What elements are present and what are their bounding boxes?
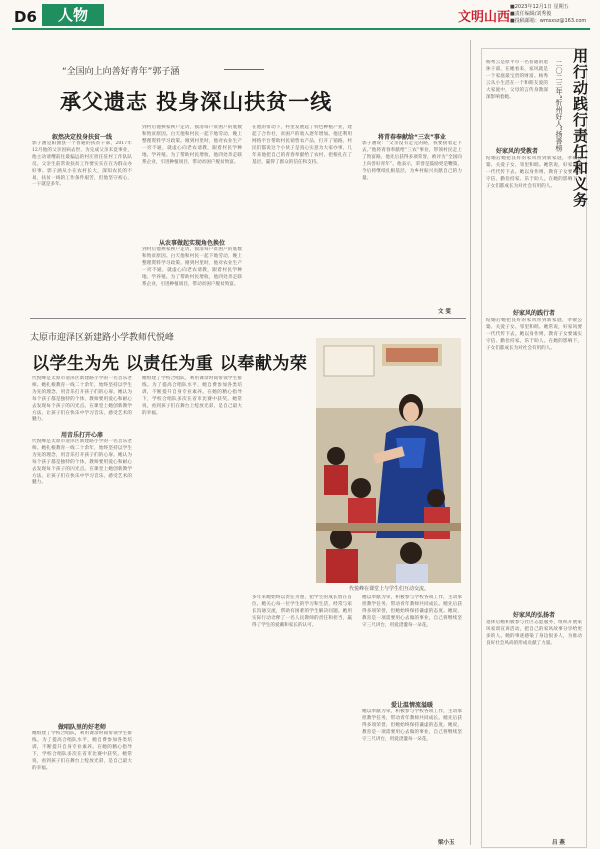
section-label: 人物 xyxy=(42,4,104,26)
sidebar-series-label: 二〇二三年“忻州好人”扬善榜 xyxy=(555,60,563,152)
sidebar-intro: 杨秀云是原平市一名普通的退休干部，在她看来，家风就是一个家庭最宝贵的财富。杨秀云从小生活在一个和睦友爱的大家庭中，父母的言传身教深深影响着她。 xyxy=(486,60,548,100)
sidebar-divider xyxy=(470,40,471,845)
classroom-photo xyxy=(316,338,461,583)
story2-author: 梁小玉 xyxy=(438,840,455,846)
story2-subhead-2: 做唱队里的好老师 xyxy=(57,724,106,731)
story1-column-3: 在他的带动下，村里发展起了特色种植产业，建起了合作社，贫困户的收入逐年增加。他还利用网络平台帮助村民销售农产品，打开了销路。村民们都说这个小伙子是真心实意为大家办事。几年来他把自己的青春奉献给了农村，把根扎在了基层，赢得了群众的信任和支持。 xyxy=(252,125,352,165)
story2-column-3: 多年来她始终以责任为重，把学生的成长放在首位。她关心每一位学生的学习和生活，经常与家长沟通交流，帮助有困难的学生解决问题。她用实际行动诠释了一名人民教师的责任和担当，赢得了学生的爱戴和家长的认可。 xyxy=(252,595,352,628)
story1-subhead-3: 将青春奉献给“三农”事业 xyxy=(378,134,446,141)
sidebar-text-1: 结婚后她把良好的家风带到新家庭，孝敬公婆、关爱子女、邻里和睦。她常说，好家风要一代代传下去。她以身作则，教育子女要诚实守信、勤俭持家、乐于助人。在她的影响下，子女们都成长为对社会有用的人。 xyxy=(486,156,582,189)
story2-column-4b: 她以奉献为荣，积极参与学校各项工作，主动承担教学任务，带动青年教师共同成长。她先后获得多项荣誉，但她始终保持谦虚的态度。她说，教育是一项需要用心去做的事业，自己将继续坚守三尺讲台，用爱浇灌每一朵花。 xyxy=(362,709,462,742)
sidebar-series-title: 用行动践行责任和义务 xyxy=(571,48,589,208)
story1-subhead-2: 从农事做起实现角色换位 xyxy=(158,240,225,247)
classroom-illustration xyxy=(316,338,461,583)
story2-kicker: 太原市迎泽区新建路小学教师代悦峰 xyxy=(30,333,175,343)
issue-meta xyxy=(510,4,596,25)
story2-column-1b: 代悦峰是太原市迎泽区新建路小学的一名音乐老师。她扎根教育一线二十余年，始终坚持以学生为先的理念，用音乐打开孩子们的心扉。她认为每个孩子都是独特的个体，教师要用爱心和耐心去发现每个孩子的闪光点。在课堂上她创新教学方法，让孩子们在快乐中学习音乐，感受艺术的魅力。 xyxy=(32,439,132,486)
story1-subhead-1: 叙然决定投身扶贫一线 xyxy=(51,134,112,141)
sidebar-text-3: 退休后她积极参与社区志愿服务，组织开展家风家训宣讲活动，把自己的家风故事分享给更多的人。她的事迹感染了身边很多人，为推动良好社会风尚的形成贡献了力量。 xyxy=(486,620,582,646)
sidebar-subhead-3: 好家风的弘扬者 xyxy=(512,612,555,619)
header-divider xyxy=(12,28,590,30)
sidebar-text-2: 结婚后她把良好的家风带到新家庭，孝敬公婆、关爱子女、邻里和睦。她常说，好家风要一代代传下去。她以身作则，教育子女要诚实守信、勤俭持家、乐于助人。在她的影响下，子女们都成长为对社会有用的人。 xyxy=(486,318,582,351)
story1-column-1: 郭子涵是阳曲县一个普通的扶贫干部，2017年12月他的父亲因病去世，为完成父亲未竟事业，他主动请缨前往最偏远的村庄担任驻村工作队队员。父亲生前常说扶贫工作要实实在在为群众办好事。郭子涵从小在农村长大，深知农民的不易，扶贫一线的工作条件艰苦，但他坚守初心，一干就是多年。 xyxy=(32,141,132,188)
story2-column-4: 她以奉献为荣，积极参与学校各项工作，主动承担教学任务，带动青年教师共同成长。她先后获得多项荣誉，但她始终保持谦虚的态度。她说，教育是一项需要用心去做的事业，自己将继续坚守三尺讲台，用爱浇灌每一朵花。 xyxy=(362,595,462,628)
story2-column-2: 她组建了学校合唱队，利用课余时间带领学生排练。为了提高合唱队水平，她自费参加各类培训，不断提升自身专业素养。在她的精心指导下，学校合唱队多次在省市比赛中获奖。她常说，看到孩子们在舞台上绽放光彩，是自己最大的幸福。 xyxy=(142,376,242,416)
story2-subhead-3: 爱让温情流溢暖 xyxy=(390,702,433,709)
story2-column-1: 代悦峰是太原市迎泽区新建路小学的一名音乐老师。她扎根教育一线二十余年，始终坚持以学生为先的理念，用音乐打开孩子们的心扉。她认为每个孩子都是独特的个体，教师要用爱心和耐心去发现每个孩子的闪光点。在课堂上她创新教学方法，让孩子们在快乐中学习音乐，感受艺术的魅力。 xyxy=(32,376,132,423)
newspaper-logo: 文明山西 xyxy=(458,10,511,25)
photo-caption: 代悦峰在课堂上与学生们互动交流。 xyxy=(348,586,429,592)
story2-headline: 以学生为先 以责任为重 以奉献为荣 xyxy=(32,354,308,374)
story1-column-2: 到村后他挨家挨户走访，摸清每户贫困户的底数和致贫原因。白天他和村民一起下地劳动，晚上整理资料学习政策。刚到村里时，他对农业生产一窍不通，就虚心向老农请教，跟着村民学种地、学养殖。为了帮助村民增收，他四处奔走联系企业，引进种植项目，带动贫困户脱贫致富。 xyxy=(142,125,242,165)
sidebar-author: 吕 燕 xyxy=(552,840,565,846)
story1-column-4: 郭子涵说：“父亲没有走完的路，我要接着走下去。”他将青春奉献给“三农”事业，带领村民走上了致富路。他先后获得多项荣誉，被评为“全国向上向善好青年”。他表示，荣誉是鼓励更是鞭策，今后将继续扎根基层，为乡村振兴贡献自己的力量。 xyxy=(362,141,462,181)
issue-date: ■2023年12月1日 星期五 xyxy=(510,4,569,10)
story-divider xyxy=(30,318,466,319)
sidebar-subhead-1: 好家风的受教者 xyxy=(495,148,538,155)
story2-subhead-1: 用音乐打开心扉 xyxy=(60,432,103,439)
issue-email: ■投稿邮箱：wmsxsz@163.com xyxy=(510,18,587,24)
story2-column-1c: 她组建了学校合唱队，利用课余时间带领学生排练。为了提高合唱队水平，她自费参加各类培训，不断提升自身专业素养。在她的精心指导下，学校合唱队多次在省市比赛中获奖。她常说，看到孩子们在舞台上绽放光彩，是自己最大的幸福。 xyxy=(32,731,132,771)
story1-kicker-rule xyxy=(224,69,264,70)
issue-editor: ■责任编辑/刘秀俊 xyxy=(510,11,552,17)
page-number: D6 xyxy=(14,8,37,26)
story1-author: 文 雯 xyxy=(438,309,451,315)
story1-kicker: “全国向上向善好青年”郭子涵 xyxy=(62,67,180,77)
story1-column-2b: 到村后他挨家挨户走访，摸清每户贫困户的底数和致贫原因。白天他和村民一起下地劳动，晚上整理资料学习政策。刚到村里时，他对农业生产一窍不通，就虚心向老农请教，跟着村民学种地、学养殖。为了帮助村民增收，他四处奔走联系企业，引进种植项目，带动贫困户脱贫致富。 xyxy=(142,247,242,287)
sidebar-subhead-2: 好家风的践行者 xyxy=(512,310,555,317)
story1-headline: 承父遗志 投身深山扶贫一线 xyxy=(60,90,333,114)
